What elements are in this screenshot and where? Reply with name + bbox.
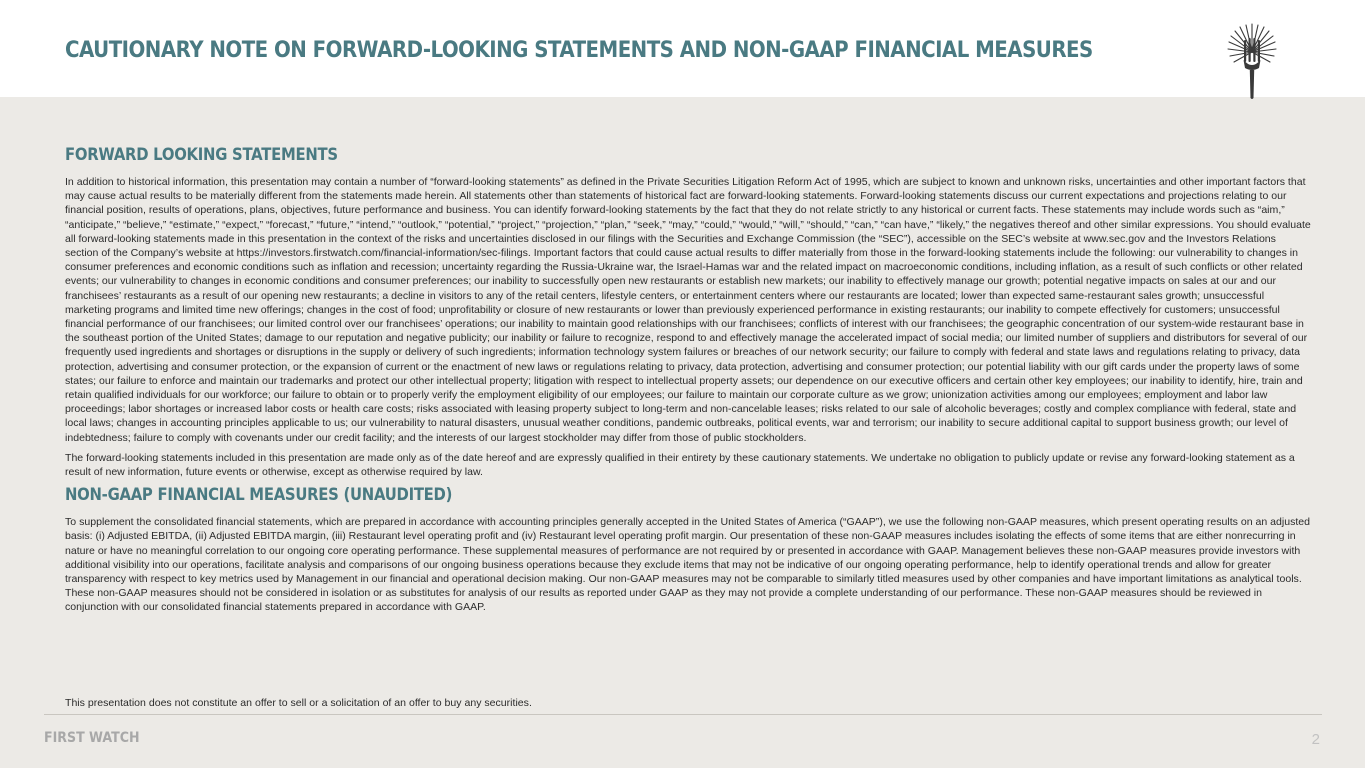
non-gaap-paragraph: To supplement the consolidated financial statements, which are prepared in accordance with accounting principles generally accepted in the United States of America (“GAAP”), we use the following non-GAAP measures, which present operating results on an adjusted basis: (i) Adjusted EBITDA, (ii) Adjusted EBITDA margin, (iii) Restaurant level operating profit and (iv) Restaurant level operating profit margin. Our presentation of these non-GAAP measures includes isolating the effects of some items that are either nonrecurring in nature or have no meaningful correlation to our ongoing core operating performance. These supplemental measures of performance are not required by or presented in accordance with GAAP. Management believes these non-GAAP measures provide investors with additional visibility into our operations, facilitate analysis and comparisons of our ongoing business operations because they exclude items that may not be indicative of our ongoing operating performance, help to identify operational trends and allow for greater transparency with respect to key metrics used by Management in our financial and operational decision making. Our non-GAAP measures may not be comparable to similarly titled measures used by other companies and have important limitations as analytical tools. These non-GAAP measures should not be considered in isolation or as substitutes for analysis of our results as reported under GAAP as they may not provide a complete understanding of our performance. These non-GAAP measures should be reviewed in conjunction with our consolidated financial statements prepared in accordance with GAAP. [65, 516, 1311, 614]
forward-looking-heading: FORWARD LOOKING STATEMENTS [65, 145, 338, 164]
footer-divider [44, 714, 1322, 715]
fork-sunburst-logo-icon [1224, 18, 1280, 100]
header-bar [0, 0, 1365, 97]
non-gaap-heading: NON-GAAP FINANCIAL MEASURES (UNAUDITED) [65, 485, 453, 505]
securities-disclaimer: This presentation does not constitute an offer to sell or a solicitation of an offer to buy any securities. [65, 697, 532, 709]
forward-looking-qualification-paragraph: The forward-looking statements included in this presentation are made only as of the date hereof and are expressly qualified in their entirety by these cautionary statements. We undertake no obligation to publicly update or revise any forward-looking statement as a result of new information, future events or otherwise, except as otherwise required by law. [65, 451, 1295, 479]
page-title: CAUTIONARY NOTE ON FORWARD-LOOKING STATEMENTS AND NON-GAAP FINANCIAL MEASURES [65, 38, 1093, 63]
footer-brand-logo: FIRST WATCH [44, 730, 140, 746]
page-number: 2 [1311, 731, 1320, 748]
main-content [65, 145, 1312, 621]
forward-looking-paragraph: In addition to historical information, this presentation may contain a number of “forward-looking statements” as defined in the Private Securities Litigation Reform Act of 1995, which are subject to known and unknown risks, uncertainties and other important factors that may cause actual results to be materially different from the statements made herein. All statements other than statements of historical fact are forward-looking statements. Forward-looking statements discuss our current expectations and projections relating to our financial position, results of operations, plans, objectives, future performance and business. You can identify forward-looking statements by the fact that they do not relate strictly to any historical or current facts. These statements may include words such as “aim,” “anticipate,” “believe,” “estimate,” “expect,” “forecast,” “future,” “intend,” “outlook,” “potential,” “project,” “projection,” “plan,” “seek,” “may,” “could,” “would,” “will,” “should,” “can,” “can have,” “likely,” the negatives thereof and other similar expressions. You should evaluate all forward-looking statements made in this presentation in the context of the risks and uncertainties disclosed in our filings with the Securities and Exchange Commission (the “SEC”), accessible on the SEC’s website at www.sec.gov and the Investors Relations section of the Company’s website at https://investors.firstwatch.com/financial-information/sec-filings. Important factors that could cause actual results to differ materially from those in the forward-looking statements include the following: our vulnerability to changes in consumer preferences and economic conditions such as inflation and recession; uncertainty regarding the Russia-Ukraine war, the Israel-Hamas war and the related impact on macroeconomic conditions, including inflation, as a result of such conflicts or other related events; our vulnerability to changes in economic conditions and consumer preferences; our inability to successfully open new restaurants or establish new markets; our inability to effectively manage our growth; potential negative impacts on sales at our and our franchisees’ restaurants as a result of our opening new restaurants; a decline in visitors to any of the retail centers, lifestyle centers, or entertainment centers where our restaurants are located; lower than expected same-restaurant sales growth; unsuccessful marketing programs and limited time new offerings; changes in the cost of food; unprofitability or closure of new restaurants or lower than previously experienced performance in existing restaurants; our inability to compete effectively for customers; unsuccessful financial performance of our franchisees; our limited control over our franchisees’ operations; our inability to maintain good relationships with our franchisees; conflicts of interest with our franchisees; the geographic concentration of our system-wide restaurant base in the southeast portion of the United States; damage to our reputation and negative publicity; our inability or failure to recognize, respond to and effectively manage the accelerated impact of social media; our limited number of suppliers and distributors for several of our frequently used ingredients and shortages or disruptions in the supply or delivery of such ingredients; information technology system failures or breaches of our network security; our failure to comply with federal and state laws and regulations relating to privacy, data protection, advertising and consumer protection, or the expansion of current or the enactment of new laws or regulations relating to privacy, data protection, advertising and consumer protection; our potential liability with our gift cards under the property laws of some states; our failure to enforce and maintain our trademarks and protect our other intellectual property; litigation with respect to intellectual property assets; our dependence on our executive officers and certain other key employees; our inability to identify, hire, train and retain qualified individuals for our workforce; our failure to obtain or to properly verify the employment eligibility of our employees; our failure to maintain our corporate culture as we grow; unionization activities among our employees; employment and labor law proceedings; labor shortages or increased labor costs or health care costs; risks associated with leasing property subject to long-term and non-cancelable leases; risks related to our sale of alcoholic beverages; costly and complex compliance with federal, state and local laws; changes in accounting principles applicable to us; our vulnerability to natural disasters, unusual weather conditions, pandemic outbreaks, political events, war and terrorism; our inability to secure additional capital to support business growth; our level of indebtedness; failure to comply with covenants under our credit facility; and the interests of our largest stockholder may differ from those of public stockholders. [65, 176, 1311, 444]
